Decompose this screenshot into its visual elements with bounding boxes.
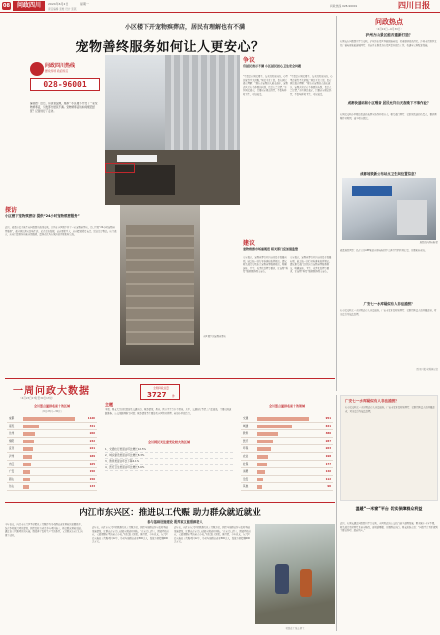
- table1-sub: （6月23日—30日）: [41, 410, 63, 413]
- dispute-title: 有居民表示不满 小区居民担心卫生安全问题: [243, 64, 302, 68]
- table1-region: 眉山: [9, 477, 15, 481]
- table2-row: [241, 468, 333, 476]
- newspaper-logo: 四川日报: [398, 0, 430, 10]
- hot-item-3-caption: 地铁站内导向标识: [419, 241, 438, 244]
- masthead-date: 2024年6月2日: [48, 2, 69, 6]
- table1-region: 乐山: [9, 485, 15, 489]
- table2-bar: [257, 447, 271, 451]
- theme-body: 本周，网友关注的话题涉及交通出行、城乡建设、教育、医疗卫生等多个领域。其中，交通出行类留言占比最高，主要反映道路维修、公交线路调整等问题；城乡建设类主要涉及小区物业管理、老旧小区改造等。: [105, 408, 232, 415]
- table1-bar: [23, 485, 29, 489]
- dispute-body: “毕竟是在居民楼下，每天进进出出的，心里总觉得不太舒服。”居民王女士说。也有居民表示理解：“现在养宠物的人越来越多，宠物去世后有个体面的告别，也是人之常情。”多位居民表示，只要店家规范经营，不影响环境卫生，可以接受。: [243, 75, 288, 96]
- subway-photo: [342, 178, 436, 240]
- table2-value: 146: [325, 470, 331, 474]
- left-bottom-body: 今年以来，内江市东兴区坚持把以工代赈作为带动群众就业增收的重要抓手，结合乡村振兴项目建设，组织农村劳动力参与项目施工，拓宽群众增收渠道。通过以工代赈项目的实施，既改善了农村生产生活条件，又让群众在家门口实现了就业。: [5, 523, 84, 537]
- weekly-total-label: 全网问政总量: [153, 387, 169, 390]
- table1-value: 1126: [87, 417, 95, 420]
- weekly-total-unit: 件: [172, 394, 176, 398]
- table2-row: [241, 430, 333, 438]
- table1-region: 绵阳: [9, 439, 15, 443]
- hotline-badge-icon: [30, 62, 44, 76]
- table1-row: [7, 468, 97, 476]
- hot-item-4-title: 广安七一水库疑似有人非法捕捞？: [363, 302, 415, 306]
- hot-item-4-body: 有市民反映七一水库附近有人非法捕捞。广安市农业农村局回复：已组织执法人员开展巡查，对违法行为依法处理。: [340, 309, 437, 316]
- hot-region-item: 1、交通出行类留言环比增长12.5%: [105, 447, 233, 453]
- hot-topics-title: 问政热点: [375, 17, 403, 26]
- table2-bar: [257, 417, 309, 421]
- building-photo: [105, 55, 240, 205]
- section-title: 问政四川: [13, 1, 45, 11]
- table2-row: [241, 461, 333, 469]
- suggest-body-cont: 专家表示，宠物殡葬行业目前尚处于发展初期，缺乏统一的行业标准和监管规范。建议相关部门尽快出台宠物殡葬服务规范，明确选址、卫生、无害化处理等要求，让宠物“善终”服务既体面又安心。: [290, 256, 332, 274]
- table2-row: [241, 415, 333, 423]
- table2-value: 112: [325, 477, 331, 481]
- table1-bar: [23, 463, 31, 467]
- table1: [7, 404, 97, 500]
- table1-row: [7, 461, 97, 469]
- right-bottom-story: [340, 506, 438, 632]
- hot-item-3-body: 成都地铁回复：已在官方APP和站内导向标识中完善卫生间位置信息，方便乘客查询。: [340, 249, 428, 252]
- photo-caption: 小区楼下的宠物殡葬店: [203, 335, 226, 338]
- table1-row: [7, 430, 97, 438]
- table2-bar: [257, 463, 267, 467]
- table1-row: [7, 438, 97, 446]
- hot-item-3-title: 成都地铁新公布站点卫生间位置信息？: [360, 172, 418, 176]
- quote-card: [340, 395, 438, 501]
- table2-row: [241, 445, 333, 453]
- table1-value: 221: [89, 447, 95, 451]
- table2-row: [241, 438, 333, 446]
- suggest-body: 专家表示，宠物殡葬行业目前尚处于发展初期，缺乏统一的行业标准和监管规范。建议相关部门尽快出台宠物殡葬服务规范，明确选址、卫生、无害化处理等要求，让宠物“善终”服务既体面又安心。: [243, 256, 288, 274]
- table1-row: [7, 445, 97, 453]
- table2-region: 消费: [243, 470, 249, 474]
- table2: [241, 404, 333, 500]
- table2-bar: [257, 432, 278, 436]
- masthead-rule: [0, 12, 440, 13]
- table1-value: 266: [89, 432, 95, 436]
- masthead-editor: 责任编辑 张维 设计 张燕: [48, 8, 77, 11]
- table2-region: 环保: [243, 447, 249, 451]
- main-kicker: 小区楼下开宠物殡葬店，居民有理解也有不满: [124, 24, 245, 31]
- table2-value: 951: [325, 417, 331, 420]
- table1-row: [7, 476, 97, 484]
- hotline-box: [30, 60, 100, 98]
- table1-rows: [7, 415, 97, 491]
- table2-row: [241, 453, 333, 461]
- dispute-label: 争议: [243, 57, 256, 64]
- table2-row: [241, 483, 333, 491]
- table2-value: 177: [325, 462, 331, 466]
- table2-value: 641: [325, 424, 331, 428]
- hot-regions-title: 全川网民关注度变化较大的区域: [147, 440, 190, 444]
- table1-bar: [23, 432, 35, 436]
- theme-title: 主题: [105, 402, 113, 407]
- bottom-body-col2: 近年来，内江市东兴区积极推行以工代赈方式，组织当地群众参与农村基础设施建设，让群众在家门口就能实现就业增收。“在家门口打工，既能挣钱养家，又能照顾家里的老人小孩。”村民张大姐说。据介绍，今年以来，东兴区已实施以工代赈项目12个，带动当地群众就业800余人，发放劳务报酬600余万元。: [174, 526, 251, 544]
- hot-region-item: 2、城乡建设类留言环比增长8.3%: [105, 453, 233, 459]
- weekly-total-value: 3727: [147, 391, 167, 399]
- table1-value: 189: [89, 454, 95, 458]
- bottom-top-rule: [5, 502, 335, 503]
- masthead: [0, 0, 440, 14]
- table1-value: 165: [89, 462, 95, 466]
- table2-bar: [257, 485, 262, 489]
- table1-region: 宜宾: [9, 447, 15, 451]
- photo-marker-icon: [105, 163, 135, 173]
- quote-card-title: 广安七一水库疑似有人非法捕捞？: [345, 399, 399, 403]
- probe-section: [5, 205, 117, 375]
- bottom-sub: 参与基础设施建设 既养家又能照顾老人: [147, 520, 203, 524]
- table1-row: [7, 415, 97, 423]
- table1-bar: [23, 470, 30, 474]
- weekly-date: （6月23日17时至30日17时）: [19, 397, 55, 400]
- table2-bar: [257, 455, 268, 459]
- table1-region: 广安: [9, 470, 15, 474]
- table1-bar: [23, 417, 75, 421]
- suggest-label: 建议: [243, 240, 256, 247]
- masthead-hotline: 问政热线 028-96001: [330, 4, 358, 8]
- hot-item-2-title: 成都快递站和小区噪音 居民允许白天夜晚下不准作业？: [347, 101, 431, 105]
- hot-topics-date: （6月24日—6月30日）: [374, 28, 404, 31]
- theme-section: [105, 402, 233, 498]
- table2-region: 其他: [243, 485, 249, 489]
- table2-value: 263: [325, 447, 331, 451]
- table2-rows: [241, 415, 333, 491]
- table1-value: 341: [89, 424, 95, 428]
- table2-value: 98: [327, 485, 331, 489]
- table2-value: 287: [325, 439, 331, 443]
- page-number-badge: 08: [3, 3, 10, 9]
- hot-topics-byline: 四川日报全媒体记者: [416, 368, 438, 371]
- weekly-total-box: [140, 384, 180, 400]
- table1-row: [7, 453, 97, 461]
- table2-row: [241, 476, 333, 484]
- shop-photo: [120, 205, 200, 365]
- table1-region: 内江: [9, 462, 15, 466]
- table1-bar: [23, 425, 39, 429]
- table1-value: 232: [89, 439, 95, 443]
- table1-bar: [23, 447, 33, 451]
- main-headline: 宠物善终服务如何让人更安心？: [75, 40, 265, 55]
- table1-region: 泸州: [9, 454, 15, 458]
- hot-region-list: [105, 447, 233, 471]
- table1-row: [7, 483, 97, 491]
- column-divider: [336, 16, 337, 391]
- hotline-number: 028-96001: [30, 78, 100, 91]
- hot-item-2-body: 有居民反映小区附近快递站夜间分拣作业噪音大。相关部门回复：已约谈快递站负责人，要求调整作业时间，减少噪音扰民。: [340, 113, 437, 120]
- probe-label: 探访: [5, 207, 18, 214]
- shop-sign: [117, 155, 157, 162]
- weekly-block: [5, 380, 335, 500]
- weekly-title: 一周问政大数据: [13, 386, 90, 397]
- table1-title: 全川留言量排名前十的区域: [33, 404, 70, 408]
- table2-region: 社保: [243, 462, 249, 466]
- table2-row: [241, 423, 333, 431]
- weekly-top-rule: [5, 378, 335, 379]
- quote-card-body: 有市民反映七一水库附近有人非法捕捞。广安市农业农村局回复：已组织执法人员开展巡查，对违法行为依法处理。: [345, 406, 435, 413]
- table1-bar: [23, 478, 30, 482]
- table2-value: 380: [325, 432, 331, 436]
- dispute-body-cont: “毕竟是在居民楼下，每天进进出出的，心里总觉得不太舒服。”居民王女士说。也有居民表示理解：“现在养宠物的人越来越多，宠物去世后有个体面的告别，也是人之常情。”多位居民表示，只要店家规范经营，不影响环境卫生，可以接受。: [290, 75, 333, 96]
- hot-region-item: 3、教育类留言环比下降4.1%: [105, 459, 233, 465]
- right-bottom-divider: [336, 395, 337, 631]
- suggest-title: 宠物殡葬市场需规范 相关部门应加强监管: [243, 247, 299, 251]
- table2-bar: [257, 425, 292, 429]
- masthead-weekday: 星期一: [80, 2, 90, 6]
- hot-topics: [340, 17, 438, 392]
- dispute-section: [243, 55, 333, 235]
- table2-title: 全川留言量排名前十的领域: [268, 404, 305, 408]
- table2-region: 教育: [243, 432, 249, 436]
- hot-item-1-body: 有网友在问政四川平台反映，泸州方山景区基础设施老旧，希望能够重新打造。泸州市江阳区文化广播电视和旅游局回复：目前正在推进方山景区提升改造工作，将逐步完善配套设施。: [340, 40, 437, 47]
- bottom-body-col1: 近年来，内江市东兴区积极推行以工代赈方式，组织当地群众参与农村基础设施建设，让群众在家门口就能实现就业增收。“在家门口打工，既能挣钱养家，又能照顾家里的老人小孩。”村民张大姐说。据介绍，今年以来，东兴区已实施以工代赈项目12个，带动当地群众就业800余人，发放劳务报酬600余万元。: [92, 526, 169, 544]
- right-bottom-body: 近日，有网友通过问政四川平台反映，小区附近的公交站台缺少遮雨设施，雨天候车十分不便。相关部门及时回复并落实整改，新增遮雨棚，方便群众出行。网友纷纷点赞：“问政平台真正做到了群众所呼、政府所应。”: [340, 522, 438, 533]
- table2-region: 医疗: [243, 439, 249, 443]
- hot-region-item: 4、医疗卫生类留言环比增长5.6%: [105, 465, 233, 471]
- table2-bar: [257, 478, 263, 482]
- suggest-section: [243, 238, 333, 373]
- table1-bar: [23, 440, 34, 444]
- table2-value: 198: [325, 454, 331, 458]
- worker-photo: [255, 524, 335, 624]
- right-bottom-title: 温暖“一米窗”平台 切实保障群众利益: [355, 506, 423, 511]
- main-intro: 编者按：近日，有读者反映，成都一小区楼下开设了一家宠物殡葬店，引发部分居民不满。宠物殡葬店该如何规范经营？记者进行了走访。: [30, 102, 98, 114]
- table2-region: 城建: [243, 424, 249, 428]
- table1-value: 133: [89, 485, 95, 489]
- table2-bar: [257, 470, 265, 474]
- hotline-sub: 群众所呼 政府所应: [45, 69, 69, 73]
- worker-photo-caption: 村民在工地上务工: [285, 627, 305, 630]
- table2-bar: [257, 440, 273, 444]
- table1-value: 150: [89, 477, 95, 481]
- probe-title: 小区楼下宠物殡葬店 提供“24小时宠物殡葬服务”: [5, 214, 80, 218]
- hotline-label: 问政四川热线: [45, 63, 76, 69]
- table2-region: 农业: [243, 454, 249, 458]
- table2-region: 交通: [243, 417, 249, 420]
- table2-region: 治安: [243, 477, 249, 481]
- table1-row: [7, 423, 97, 431]
- table1-region: 南充: [9, 424, 15, 428]
- table1-bar: [23, 455, 32, 459]
- table1-region: 达州: [9, 432, 15, 436]
- hot-item-1-title: 泸州方山景区能否重新打造？: [365, 33, 413, 37]
- table1-value: 156: [89, 470, 95, 474]
- bottom-headline: 内江市东兴区：推进以工代赈 助力群众就近就业: [79, 508, 261, 518]
- probe-body: 近日，成都市民李先生向问政四川热线反映，其所在小区楼下开了一家宠物殡葬店，门口写着“24小时宠物殡葬服务”，部分居民担心影响生活。记者走访发现，该店面积不大，店内摆放着骨灰盒、纪念品等物品。店主表示，店内只提供咨询和告别服务，遗体火化均在城外的正规机构完成。: [5, 226, 117, 237]
- table1-region: 成都: [9, 417, 15, 420]
